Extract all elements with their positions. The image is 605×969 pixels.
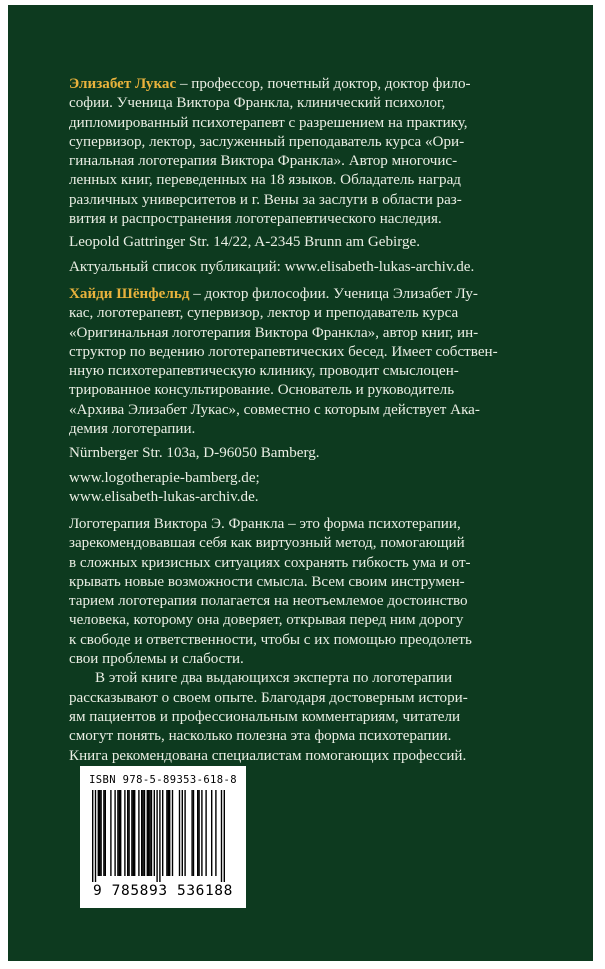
barcode-bar [201,790,202,876]
barcode-bar [138,790,139,876]
barcode-bar [127,790,128,876]
barcode-bar [133,790,134,876]
author2-bio-line: кас, логотерапевт, супервизор, лектор и преподаватель курса [69,305,459,322]
author1-bio-line: супервизор, лектор, заслуженный преподаватель курса «Ори- [69,133,465,150]
author2-bio-line: структор по ведению логотерапевтических бесед. Имеет собствен- [69,343,498,360]
author2-section [69,285,521,507]
description-line: тарием логотерапия полагается на неотъемлемое достоинство [69,593,468,610]
barcode-bar [205,790,206,876]
author2-bio-line: «Архива Элизабет Лукас», совместно с которым действует Ака- [69,401,480,418]
barcode-bar [215,790,216,876]
description-line: в сложных кризисных ситуациях сохранять гибкость ума и от- [69,554,471,571]
author1-section [69,75,521,277]
barcode-bar [141,790,142,876]
description-paragraph-2 [69,669,521,765]
description-line: ям пациентов и профессиональным комментариям, читатели [69,708,461,725]
barcode-bar [156,790,157,882]
author1-name: Элизабет Лукас [69,76,177,92]
author1-address: Leopold Gattringer Str. 14/22, A-2345 Brunn am Gebirge. [69,234,421,251]
author2-bio-line: «Оригинальная логотерапия Виктора Франкла», автор книг, ин- [69,324,479,341]
barcode-bar [197,790,198,876]
author2-name: Хайди Шёнфельд [69,286,190,302]
barcode-bar [198,790,199,876]
barcode-bar [131,790,132,876]
barcode-bar [120,790,121,876]
barcode-bar [184,790,185,876]
barcode-bar [147,790,148,876]
barcode-bar [182,790,183,876]
barcode-bar [224,790,225,882]
barcode-bar [166,790,167,876]
author1-publications: Актуальный список публикаций: www.elisabeth-lukas-archiv.de. [69,258,475,275]
barcode-bar [193,790,194,876]
ean-digits: 9 785893 536188 [93,883,233,899]
barcode-bar [117,790,118,876]
author2-bio-line: нную психотерапевтическую клинику, проводит смыслоцен- [69,363,459,380]
author2-website: www.logotherapie-bamberg.de; [69,469,260,486]
barcode-bar [162,790,163,876]
barcode-bars [92,790,234,882]
author1-bio-line: вития и распространения логотерапевтического наследия. [69,211,442,228]
author2-bio-line: трированное консультирование. Основатель и руководитель [69,382,455,399]
barcode-bar [98,790,99,876]
barcode-bar [148,790,149,876]
author2-bio-line: демия логотерапии. [69,421,196,438]
author1-bio-line: софии. Ученица Виктора Франкла, клинический психолог, [69,95,446,112]
author1-bio-line: различных университетов и г. Вены за заслуги в области раз- [69,191,462,208]
barcode-bar [124,790,125,876]
author2-bio [69,285,521,439]
author2-address: Nürnberger Str. 103a, D-96050 Bamberg. [69,445,320,462]
barcode-bar [159,790,160,882]
description-line: к свободе и ответственности, чтобы с их помощью преодолеть [69,631,472,648]
barcode-bar [99,790,100,876]
description-line: человека, которому она доверяет, открывая перед ним дорогу [69,612,464,629]
barcode-bar [100,790,101,876]
description-line: крывать новые возможности смысла. Всем своим инструмен- [69,573,465,590]
barcode-bar [151,790,152,876]
barcode-bar [142,790,143,876]
description-line: смогут понять, насколько полезна эта форма психотерапии. [69,728,452,745]
barcode-bar [211,790,212,876]
barcode-bar [169,790,170,876]
author2-bio-line: – доктор философии. Ученица Элизабет Лу- [189,286,478,302]
author1-bio-line: гинальная логотерапия Виктора Франкла». Автор многочис- [69,153,458,170]
barcode-bar [149,790,150,876]
author1-bio-line: ленных книг, переведенных на 18 языков. Обладатель наград [69,172,461,189]
description-line: Книга рекомендована специалистам помогающих профессий. [69,747,467,764]
barcode-bar [110,790,111,876]
barcode-bar [221,790,222,882]
barcode-bar [172,790,173,876]
author1-bio-line: – профессор, почетный доктор, доктор фило- [176,76,471,92]
isbn-barcode [80,766,246,908]
description-line: зарекомендовавшая себя как виртуозный метод, помогающий [69,535,465,552]
barcode-bar [103,790,104,876]
author1-bio-line: дипломированный психотерапевт с разрешением на практику, [69,114,468,131]
barcode-bar [119,790,120,876]
barcode-bar [114,790,115,876]
description-line: Логотерапия Виктора Э. Франкла – это форма психотерапии, [69,516,461,532]
barcode-bar [134,790,135,876]
description-paragraph-1 [69,515,521,669]
barcode-bar [191,790,192,876]
description-line: рассказывают о своем опыте. Благодаря достоверным истори- [69,689,468,706]
description-line: свои проблемы и слабости. [69,651,244,668]
book-description [69,515,521,766]
barcode-bar [144,790,145,876]
barcode-bar [154,790,155,876]
barcode-bar [128,790,129,876]
barcode-bar [95,790,96,882]
author2-website-archive: www.elisabeth-lukas-archiv.de. [69,488,259,505]
description-line: В этой книге два выдающихся эксперта по логотерапии [95,670,453,687]
barcode-bar [168,790,169,876]
barcode-bar [92,790,93,882]
isbn-label: ISBN 978-5-89353-618-8 [89,774,237,786]
barcode-bar [179,790,180,876]
barcode-bar [105,790,106,876]
author1-bio [69,75,521,229]
